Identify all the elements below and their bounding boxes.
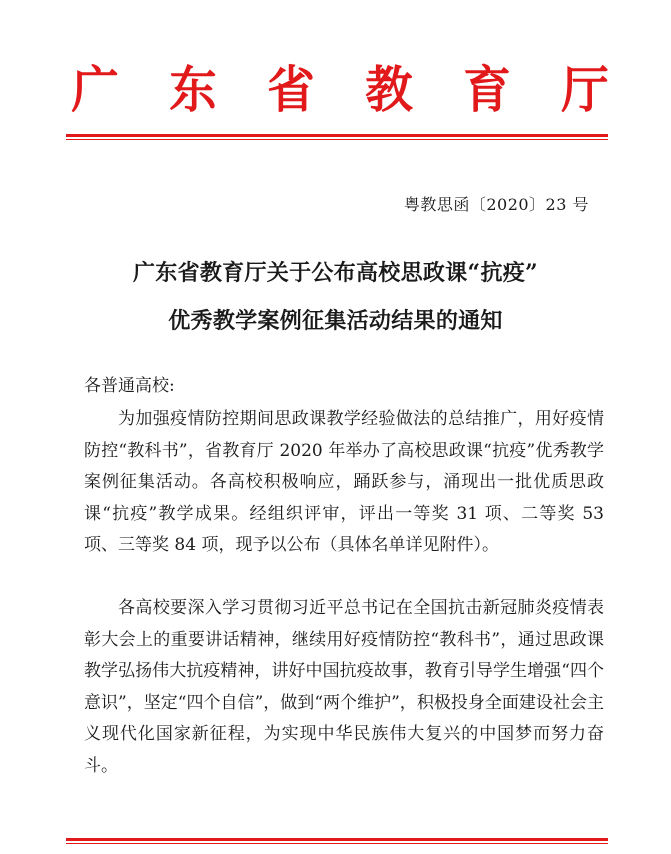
- masthead-char: 省: [267, 60, 315, 119]
- document-title-line-1: 广东省教育厅关于公布高校思政课“抗疫”: [132, 260, 538, 286]
- body-paragraph-2: 各高校要深入学习贯彻习近平总书记在全国抗击新冠肺炎疫情表彰大会上的重要讲话精神，继续用好疫情防控“教科书”，通过思政课教学弘扬伟大抗疫精神，讲好中国抗疫故事，教育引导学生增强“四个意识”，坚定“四个自信”，做到“两个维护”，积极投身全面建设社会主义现代化国家新征程，为实现中华民族伟大复兴的中国梦而努力奋斗。: [84, 598, 604, 776]
- masthead-char: 东: [169, 60, 217, 119]
- masthead-divider: [66, 134, 608, 140]
- document-title-line-2: 优秀教学案例征集活动结果的通知: [168, 308, 503, 334]
- masthead-char: 厅: [561, 60, 609, 119]
- masthead-char: 教: [365, 60, 413, 119]
- masthead: [70, 60, 610, 120]
- salutation: 各普通高校:: [84, 376, 175, 396]
- masthead-char: 育: [463, 60, 511, 119]
- document-number: 粤教思函〔2020〕23 号: [403, 195, 589, 214]
- footer-divider: [66, 838, 608, 844]
- masthead-char: 广: [71, 60, 119, 119]
- body-paragraph-1: 为加强疫情防控期间思政课教学经验做法的总结推广，用好疫情防控“教科书”，省教育厅 2020 年举办了高校思政课“抗疫”优秀教学案例征集活动。各高校积极响应，踊跃参与，涌现出一批优质思政课“抗疫”教学成果。经组织评审，评出一等奖 31 项、二等奖 53 项、三等奖 84 项，现予以公布（具体名单详见附件）。: [84, 409, 604, 555]
